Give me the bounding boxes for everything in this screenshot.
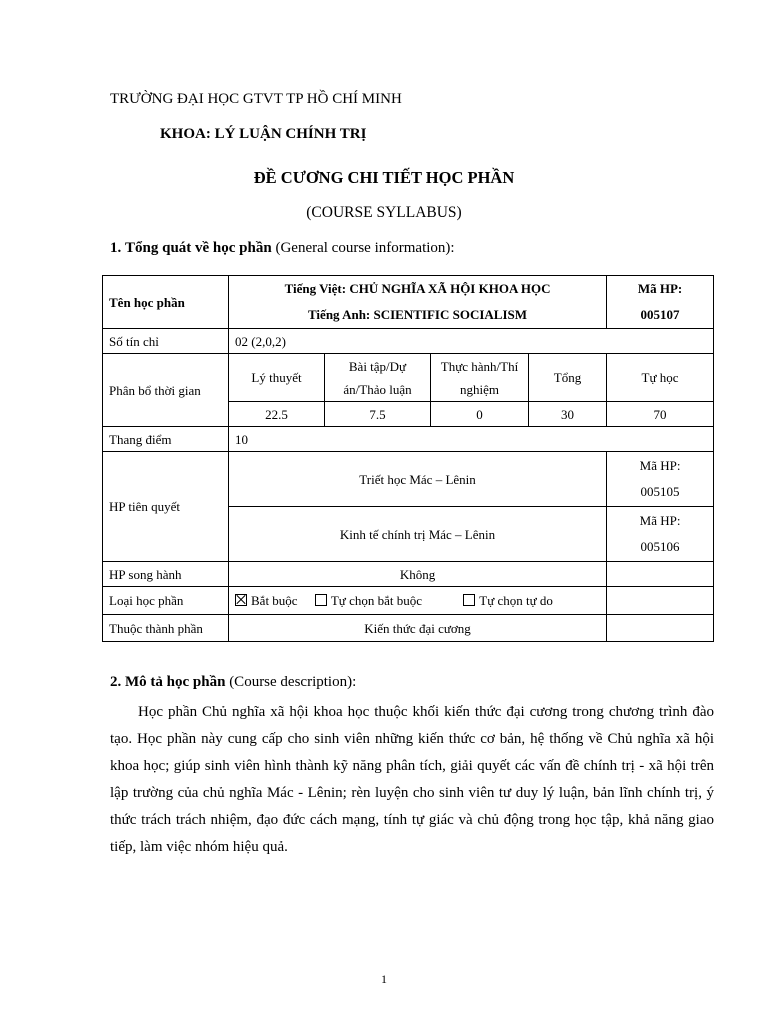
section-2-title: Mô tả học phần	[125, 674, 226, 690]
time-allocation-label: Phân bổ thời gian	[103, 354, 229, 427]
table-row	[103, 276, 714, 329]
time-value-total: 30	[529, 402, 607, 427]
checkbox-icon[interactable]	[315, 594, 327, 606]
component-value: Kiến thức đại cương	[229, 615, 607, 642]
document-title: ĐỀ CƯƠNG CHI TIẾT HỌC PHẦN	[253, 168, 515, 187]
section-2-number: 2.	[110, 674, 122, 690]
corequisite-empty-cell	[607, 562, 714, 587]
table-row	[103, 562, 714, 587]
prerequisite-1-name: Triết học Mác – Lênin	[229, 452, 607, 507]
course-type-options	[229, 587, 607, 615]
type-option-required-label: Bắt buộc	[251, 593, 298, 608]
table-row	[103, 354, 714, 402]
course-name-en: Tiếng Anh: SCIENTIFIC SOCIALISM	[308, 307, 528, 322]
course-name-vi: Tiếng Việt: CHỦ NGHĨA XÃ HỘI KHOA HỌC	[284, 281, 551, 296]
section-1-title: Tổng quát về học phần	[125, 240, 272, 256]
type-option-elective-required-label: Tự chọn bắt buộc	[330, 593, 422, 608]
table-row	[103, 452, 714, 507]
course-code: 005107	[640, 307, 680, 322]
time-value-self-study: 70	[607, 402, 714, 427]
type-option-required[interactable]	[235, 593, 298, 608]
section-1-title-en: (General course information):	[271, 240, 455, 256]
school-name: TRƯỜNG ĐẠI HỌC GTVT TP HỒ CHÍ MINH	[110, 91, 402, 107]
section-2-title-en: (Course description):	[225, 674, 357, 690]
section-1-heading	[110, 240, 455, 257]
course-description: Học phần Chủ nghĩa xã hội khoa học thuộc khối kiến thức đại cương trong chương trình đào tạo. Học phần này cung cấp cho sinh viên những kiến thức cơ bản, hệ thống về Chủ nghĩa xã hội khoa học; giúp sinh viên hình thành kỹ năng phân tích, giải quyết các vấn đề chính trị - xã hội trên lập trường của chủ nghĩa Mác - Lênin; rèn luyện cho sinh viên tư duy lý luận, bản lĩnh chính trị, ý thức trách trách nhiệm, đạo đức cách mạng, tính tự giác và chủ động trong học tập, khả năng giao tiếp, làm việc nhóm hiệu quả.	[110, 704, 714, 855]
time-value-practice: 0	[431, 402, 529, 427]
time-header-practice: Thực hành/Thí nghiệm	[431, 354, 529, 402]
time-header-total: Tổng	[529, 354, 607, 402]
time-value-theory: 22.5	[229, 402, 325, 427]
checked-box-icon[interactable]	[235, 594, 247, 606]
component-empty-cell	[607, 615, 714, 642]
course-info-table	[102, 275, 714, 642]
table-row	[103, 587, 714, 615]
time-header-exercise: Bài tập/Dự án/Thảo luận	[325, 354, 431, 402]
table-row	[103, 427, 714, 452]
time-header-theory: Lý thuyết	[229, 354, 325, 402]
prerequisite-2-code: 005106	[640, 539, 680, 554]
faculty-name: KHOA: LÝ LUẬN CHÍNH TRỊ	[160, 126, 367, 142]
checkbox-icon[interactable]	[463, 594, 475, 606]
course-type-label: Loại học phần	[103, 587, 229, 615]
section-1-number: 1.	[110, 240, 122, 256]
page-number: 1	[381, 972, 387, 986]
credits-label: Số tín chỉ	[103, 329, 229, 354]
type-option-elective-required[interactable]	[315, 593, 422, 608]
prerequisite-1-code: 005105	[640, 484, 680, 499]
course-type-empty-cell	[607, 587, 714, 615]
time-header-self-study: Tự học	[607, 354, 714, 402]
prerequisite-2-code-cell	[607, 507, 714, 562]
prerequisite-2-name: Kinh tế chính trị Mác – Lênin	[229, 507, 607, 562]
course-name-cell	[229, 276, 607, 329]
prerequisite-1-code-label: Mã HP:	[639, 458, 681, 473]
scale-label: Thang điểm	[103, 427, 229, 452]
corequisite-label: HP song hành	[103, 562, 229, 587]
corequisite-value: Không	[229, 562, 607, 587]
time-value-exercise: 7.5	[325, 402, 431, 427]
type-option-free-elective[interactable]	[463, 593, 553, 608]
type-option-free-elective-label: Tự chọn tự do	[479, 593, 553, 608]
course-name-label: Tên học phần	[103, 276, 229, 329]
credits-value: 02 (2,0,2)	[229, 329, 714, 354]
section-2-heading	[110, 674, 356, 691]
prerequisite-label: HP tiên quyết	[103, 452, 229, 562]
prerequisite-2-code-label: Mã HP:	[639, 513, 681, 528]
course-code-cell	[607, 276, 714, 329]
table-row	[103, 329, 714, 354]
component-label: Thuộc thành phần	[103, 615, 229, 642]
document-subtitle: (COURSE SYLLABUS)	[306, 204, 462, 221]
table-row	[103, 615, 714, 642]
scale-value: 10	[229, 427, 714, 452]
prerequisite-1-code-cell	[607, 452, 714, 507]
course-code-label: Mã HP:	[637, 281, 683, 296]
